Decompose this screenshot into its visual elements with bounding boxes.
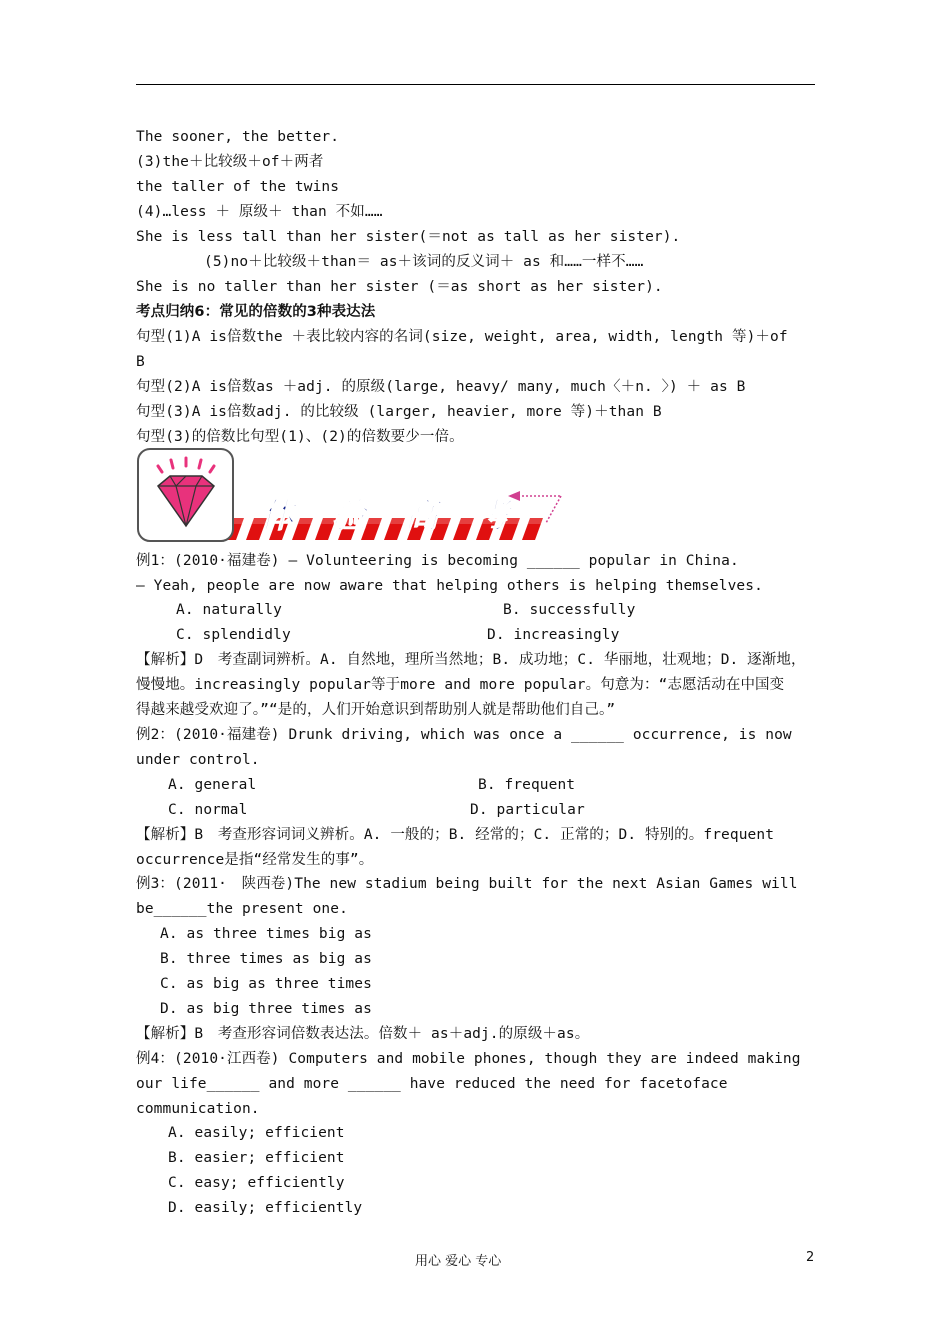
option-d: D. increasingly <box>487 627 620 643</box>
text-line: 例1：(2010·福建卷) — Volunteering is becoming ______ popular in China. <box>136 553 739 569</box>
text-line: 句型(1)A is倍数the ＋表比较内容的名词(size, weight, area, width, length 等)＋of <box>136 329 788 345</box>
text-line: 【解析】B 考查形容词词义辨析。A. 一般的；B. 经常的；C. 正常的；D. 特别的。frequent <box>136 827 775 843</box>
option-d: D. as big three times as <box>160 1001 372 1017</box>
text-line: 【解析】B 考查形容词倍数表达法。倍数＋ as＋adj.的原级＋as。 <box>136 1026 590 1042</box>
text-line: (5)no＋比较级＋than＝ as＋该词的反义词＋ as 和……一样不…… <box>204 254 644 270</box>
text-line: the taller of the twins <box>136 179 340 195</box>
option-c: C. splendidly <box>176 627 291 643</box>
option-a: A. as three times big as <box>160 926 372 942</box>
banner-title: 体验高考 <box>260 496 548 536</box>
text-line: communication. <box>136 1101 260 1117</box>
option-b: B. three times as big as <box>160 951 372 967</box>
text-line: under control. <box>136 752 260 768</box>
header-rule <box>136 84 815 85</box>
option-b: B. frequent <box>478 777 576 793</box>
text-line: She is less tall than her sister(＝not as tall as her sister). <box>136 229 681 245</box>
text-line: B <box>136 354 145 370</box>
section-heading: 考点归纳6：常见的倍数的3种表达法 <box>136 304 376 320</box>
option-a: A. general <box>168 777 257 793</box>
text-line: 例2：(2010·福建卷) Drunk driving, which was once a ______ occurrence, is now <box>136 727 792 743</box>
page-number: 2 <box>806 1250 815 1265</box>
section-banner <box>136 448 566 544</box>
option-b: B. successfully <box>503 602 636 618</box>
text-line: — Yeah, people are now aware that helping others is helping themselves. <box>136 578 763 594</box>
text-line: 句型(3)A is倍数adj. 的比较级 (larger, heavier, more 等)＋than B <box>136 404 662 420</box>
footer-motto: 用心 爱心 专心 <box>415 1254 502 1269</box>
text-line: 【解析】D 考查副词辨析。A. 自然地，理所当然地；B. 成功地；C. 华丽地，壮观地；D. 逐渐地， <box>136 652 806 668</box>
text-line: occurrence是指“经常发生的事”。 <box>136 852 374 868</box>
text-line: She is no taller than her sister (＝as short as her sister). <box>136 279 663 295</box>
option-c: C. normal <box>168 802 248 818</box>
text-line: our life______ and more ______ have reduced the need for facetoface <box>136 1076 728 1092</box>
text-line: The sooner, the better. <box>136 129 340 145</box>
text-line: 句型(3)的倍数比句型(1)、(2)的倍数要少一倍。 <box>136 429 464 445</box>
option-a: A. easily; efficient <box>168 1125 345 1141</box>
text-line: 得越来越受欢迎了。”“是的，人们开始意识到帮助别人就是帮助他们自己。” <box>136 702 616 718</box>
option-b: B. easier; efficient <box>168 1150 345 1166</box>
option-c: C. as big as three times <box>160 976 372 992</box>
text-line: be______the present one. <box>136 901 348 917</box>
option-c: C. easy; efficiently <box>168 1175 345 1191</box>
text-line: 例3：(2011· 陕西卷)The new stadium being built for the next Asian Games will <box>136 876 798 892</box>
text-line: 例4：(2010·江西卷) Computers and mobile phones, though they are indeed making <box>136 1051 801 1067</box>
option-a: A. naturally <box>176 602 282 618</box>
text-line: 句型(2)A is倍数as ＋adj. 的原级(large, heavy/ many, much〈＋n. 〉) ＋ as B <box>136 379 746 395</box>
option-d: D. easily; efficiently <box>168 1200 363 1216</box>
option-d: D. particular <box>470 802 585 818</box>
text-line: (4)…less ＋ 原级＋ than 不如…… <box>136 204 383 220</box>
text-line: (3)the＋比较级＋of＋两者 <box>136 154 324 170</box>
text-line: 慢慢地。increasingly popular等于more and more popular。句意为：“志愿活动在中国变 <box>136 677 785 693</box>
